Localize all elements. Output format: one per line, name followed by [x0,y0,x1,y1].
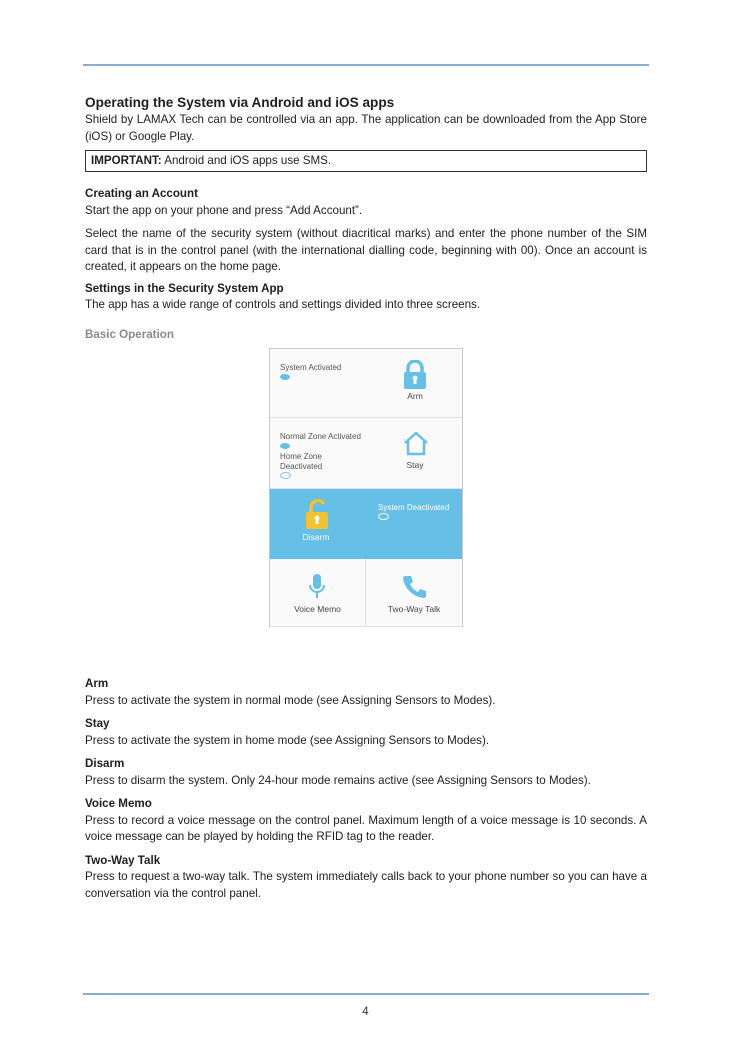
creating-account-p2: Select the name of the security system (without diacritical marks) and enter the phone number of the SIM card that is in the control panel (with the international dialling code, beginning with 00). Once an account is created, it appears on the home page. [85,227,647,273]
eye-icon [280,443,290,449]
desc-heading-voice-memo: Voice Memo [85,797,152,810]
desc-heading-two-way-talk: Two-Way Talk [85,853,161,867]
desc-heading-arm: Arm [85,677,109,690]
microphone-icon [308,573,326,601]
home-zone-state: Deactivated [280,462,323,471]
disarm-label: Disarm [302,532,330,542]
two-way-talk-label: Two-Way Talk [387,604,441,614]
disarm-row[interactable] [270,489,462,559]
two-way-talk-button[interactable] [366,559,461,626]
voice-memo-button[interactable] [270,559,366,626]
settings-text: The app has a wide range of controls and settings divided into three screens. [85,298,481,311]
creating-account-heading: Creating an Account [85,187,198,200]
arm-row[interactable] [270,349,462,418]
voice-memo-label: Voice Memo [294,604,341,614]
desc-text-arm: Press to activate the system in normal mode (see Assigning Sensors to Modes). [85,693,496,707]
eye-closed-icon [378,513,389,520]
intro-paragraph: Shield by LAMAX Tech can be controlled via an app. The application can be downloaded from the App Store (iOS) or Google Play. [85,113,647,143]
section-title: Operating the System via Android and iOS apps [85,95,395,110]
figure-caption: Basic Operation [85,327,174,341]
important-text: Android and iOS apps use SMS. [161,154,332,167]
eye-icon [280,374,290,380]
home-zone-label: Home Zone [280,452,322,461]
phone-icon [401,573,427,599]
settings-heading: Settings in the Security System App [85,281,284,295]
arm-label: Arm [407,391,423,401]
important-note [85,150,647,172]
desc-text-voice-memo: Press to record a voice message on the control panel. Maximum length of a voice message is 10 seconds. A voice message can be played by holding the RFID tag to the reader. [85,813,647,843]
stay-label: Stay [406,460,424,470]
app-screenshot [269,348,463,627]
house-icon [402,430,430,456]
padlock-locked-icon [402,360,428,390]
padlock-unlocked-icon [303,499,331,531]
eye-closed-icon [280,472,291,479]
footer-rule [83,993,649,995]
system-deactivated-status: System Deactivated [378,503,450,512]
stay-row[interactable] [270,418,462,489]
creating-account-p1: Start the app on your phone and press “Add Account”. [85,203,363,217]
normal-zone-status: Normal Zone Activated [280,432,361,441]
page-number: 4 [362,1006,369,1018]
bottom-row [270,559,462,627]
desc-text-stay: Press to activate the system in home mode (see Assigning Sensors to Modes). [85,733,490,747]
important-label: IMPORTANT: [91,154,162,167]
desc-text-disarm: Press to disarm the system. Only 24-hour mode remains active (see Assigning Sensors to Modes). [85,773,591,787]
system-activated-status: System Activated [280,363,342,372]
header-rule [83,64,649,66]
desc-text-two-way-talk: Press to request a two-way talk. The system immediately calls back to your phone number so you can have a conversation via the control panel. [85,870,647,900]
desc-heading-stay: Stay [85,717,110,730]
desc-heading-disarm: Disarm [85,757,125,770]
